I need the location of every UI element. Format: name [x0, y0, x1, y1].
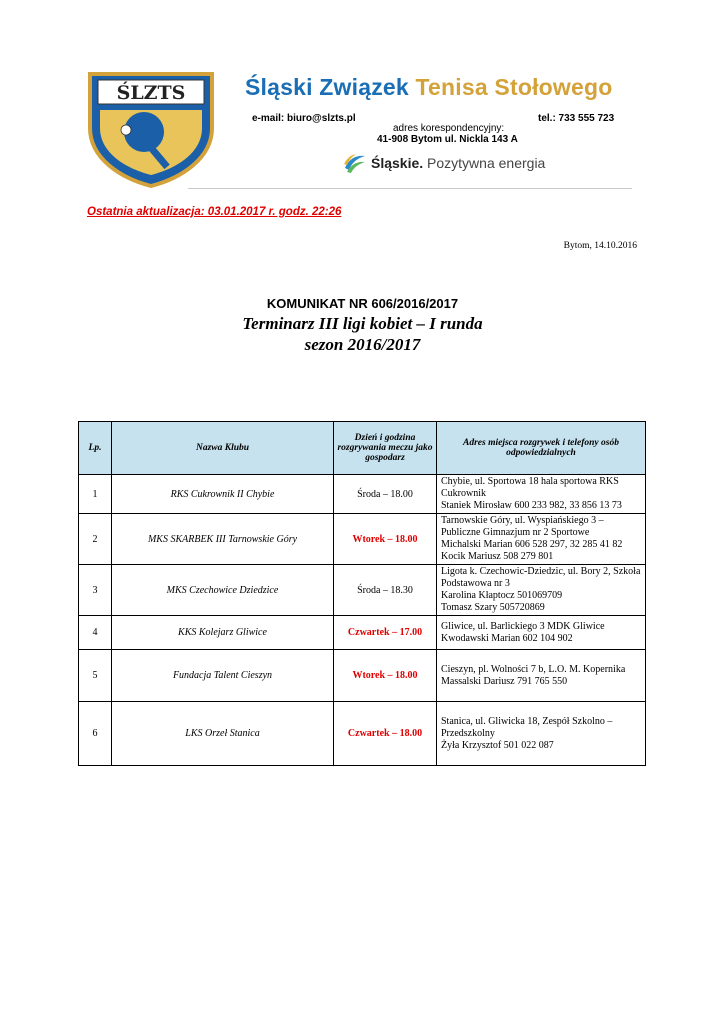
- komunikat-number: KOMUNIKAT NR 606/2016/2017: [266, 296, 459, 311]
- address-line: Staniek Mirosław 600 233 982, 33 856 13 73: [441, 500, 622, 511]
- row-club: Fundacja Talent Cieszyn: [112, 650, 334, 702]
- update-notice: Ostatnia aktualizacja: 03.01.2017 r. godz. 22:26: [87, 206, 342, 218]
- address-line: Karolina Kłaptocz 501069709: [441, 590, 563, 601]
- address-line: Ligota k. Czechowic-Dziedzic, ul. Bory 2, Szkoła Podstawowa nr 3: [441, 566, 641, 589]
- row-club: KKS Kolejarz Gliwice: [112, 616, 334, 650]
- row-lp: 6: [79, 702, 112, 766]
- header-divider: [188, 188, 632, 189]
- row-lp: 5: [79, 650, 112, 702]
- sponsor-logo: [343, 152, 545, 174]
- table-row: [79, 475, 646, 514]
- row-address: [437, 475, 646, 514]
- table-row: [79, 565, 646, 616]
- table-row: [79, 650, 646, 702]
- address-line: Tomasz Szary 505720869: [441, 602, 545, 613]
- schedule-table: [78, 421, 646, 766]
- table-row: [79, 702, 646, 766]
- row-lp: 1: [79, 475, 112, 514]
- row-day: Środa – 18.30: [334, 565, 437, 616]
- row-lp: 2: [79, 514, 112, 565]
- address-text: 41-908 Bytom ul. Nickla 143 A: [377, 134, 518, 145]
- row-lp: 4: [79, 616, 112, 650]
- row-address: [437, 514, 646, 565]
- row-day: Czwartek – 17.00: [334, 616, 437, 650]
- header-club: Nazwa Klubu: [112, 422, 334, 475]
- address-line: Kwodawski Marian 602 104 902: [441, 632, 573, 644]
- table-row: [79, 616, 646, 650]
- org-name-part1: Śląski Związek: [245, 74, 409, 100]
- address-line: Tarnowskie Góry, ul. Wyspiańskiego 3 – Publiczne Gimnazjum nr 2 Sportowe: [441, 515, 604, 538]
- row-club: MKS SKARBEK III Tarnowskie Góry: [112, 514, 334, 565]
- table-row: [79, 514, 646, 565]
- season-title: sezon 2016/2017: [304, 335, 421, 354]
- address-label: adres korespondencyjny:: [393, 123, 505, 134]
- header-lp: Lp.: [79, 422, 112, 475]
- row-address: [437, 616, 646, 650]
- row-address: [437, 702, 646, 766]
- slaskie-swoosh-icon: [343, 152, 367, 174]
- phone-text: tel.: 733 555 723: [538, 113, 615, 124]
- row-day: Czwartek – 18.00: [334, 702, 437, 766]
- address-line: Gliwice, ul. Barlickiego 3 MDK Gliwice: [441, 620, 605, 632]
- address-line: Stanica, ul. Gliwicka 18, Zespół Szkolno – Przedszkolny: [441, 715, 613, 739]
- row-club: LKS Orzeł Stanica: [112, 702, 334, 766]
- date-place: Bytom, 14.10.2016: [563, 241, 637, 251]
- svg-text:ŚLZTS: ŚLZTS: [116, 82, 186, 104]
- sponsor-slogan: Pozytywna energia: [427, 155, 546, 171]
- document-title: Terminarz III ligi kobiet – I runda: [242, 314, 483, 333]
- email-text: e-mail: biuro@slzts.pl: [252, 113, 356, 124]
- row-day: Środa – 18.00: [334, 475, 437, 514]
- address-line: Kocik Mariusz 508 279 801: [441, 551, 554, 562]
- row-day: Wtorek – 18.00: [334, 514, 437, 565]
- row-club: MKS Czechowice Dziedzice: [112, 565, 334, 616]
- row-address: [437, 565, 646, 616]
- row-club: RKS Cukrownik II Chybie: [112, 475, 334, 514]
- slzts-logo: [86, 70, 216, 188]
- address-line: Chybie, ul. Sportowa 18 hala sportowa RKS Cukrownik: [441, 476, 619, 499]
- header-address: Adres miejsca rozgrywek i telefony osób odpowiedzialnych: [437, 422, 646, 475]
- organization-name: [245, 74, 613, 101]
- address-line: Massalski Dariusz 791 765 550: [441, 675, 568, 687]
- table-header-row: [79, 422, 646, 475]
- address-line: Cieszyn, pl. Wolności 7 b, L.O. M. Kopernika: [441, 663, 626, 675]
- org-name-part2: Tenisa Stołowego: [415, 74, 613, 100]
- header-day: Dzień i godzina rozgrywania meczu jako gospodarz: [334, 422, 437, 475]
- address-line: Żyła Krzysztof 501 022 087: [441, 739, 554, 751]
- row-lp: 3: [79, 565, 112, 616]
- row-address: [437, 650, 646, 702]
- row-day: Wtorek – 18.00: [334, 650, 437, 702]
- address-line: Michalski Marian 606 528 297, 32 285 41 82: [441, 539, 623, 550]
- sponsor-name: Śląskie.: [371, 155, 424, 171]
